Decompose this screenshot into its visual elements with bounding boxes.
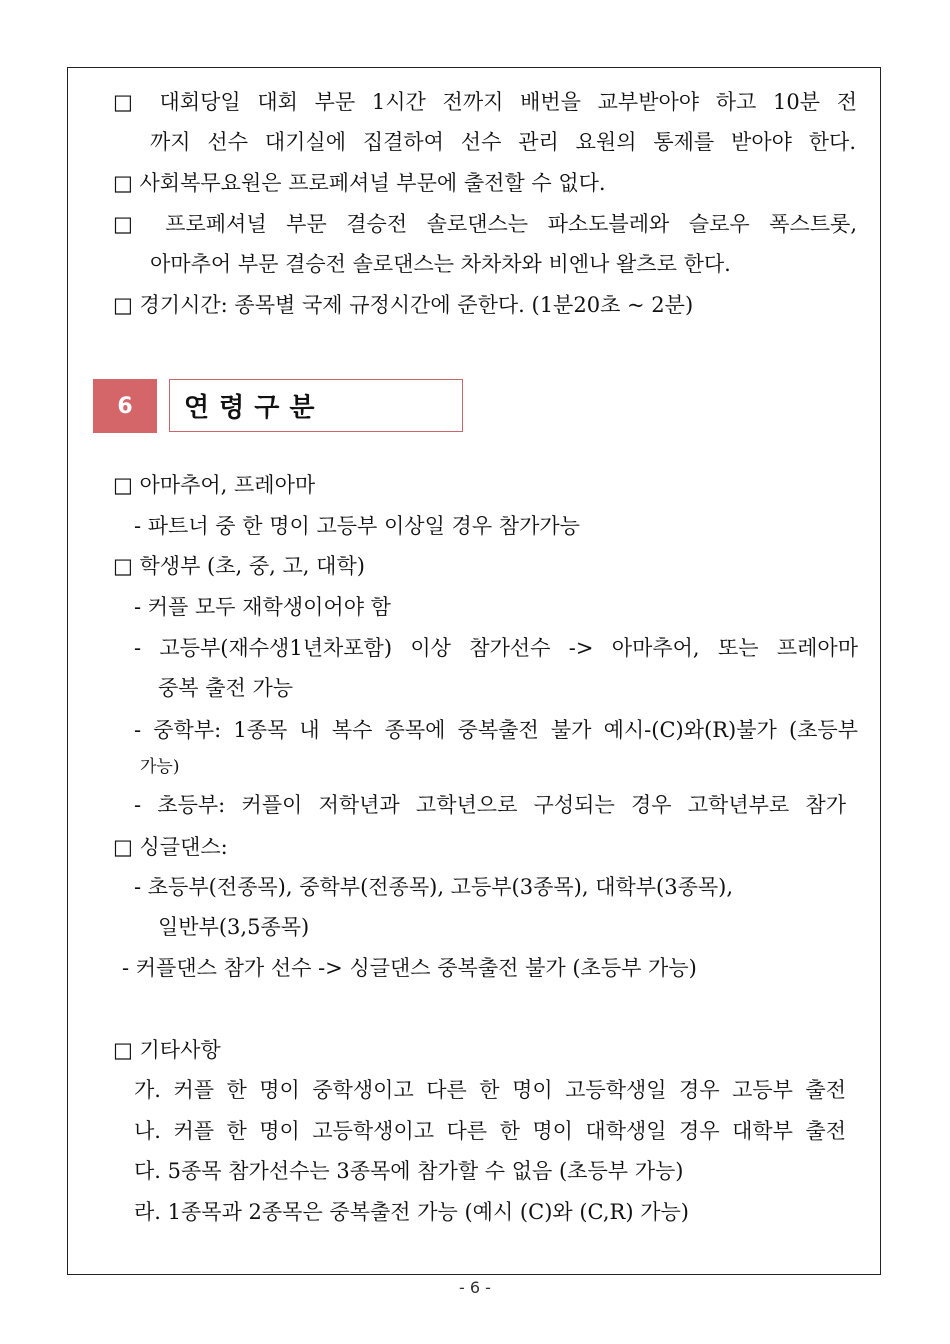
etc-item-na: 나. 커플 한 명이 고등학생이고 다른 한 명이 대학생일 경우 대학부 출전 bbox=[134, 1119, 846, 1143]
item-registration: □ 대회당일 대회 부문 1시간 전까지 배번을 교부받아야 하고 10분 전 bbox=[113, 90, 857, 114]
age-student-note-4: - 초등부: 커플이 저학년과 고학년으로 구성되는 경우 고학년부로 참가 bbox=[134, 793, 846, 817]
etc-item-da: 다. 5종목 참가선수는 3종목에 참가할 수 없음 (초등부 가능) bbox=[134, 1159, 684, 1183]
page-number: - 6 - bbox=[459, 1278, 491, 1297]
item-pro-solo: □ 프로페셔널 부문 결승전 솔로댄스는 파소도블레와 슬로우 폭스트롯, bbox=[113, 212, 857, 236]
age-student: □ 학생부 (초, 중, 고, 대학) bbox=[113, 554, 365, 578]
item-social-service: □ 사회복무요원은 프로페셔널 부문에 출전할 수 없다. bbox=[113, 171, 606, 195]
age-student-note-3: - 중학부: 1종목 내 복수 종목에 중복출전 불가 예시-(C)와(R)불가 (초등부 bbox=[134, 718, 858, 742]
age-student-note-2: - 고등부(재수생1년차포함) 이상 참가선수 -> 아마추어, 또는 프레아마 bbox=[134, 636, 858, 660]
age-amateur: □ 아마추어, 프레아마 bbox=[113, 473, 316, 497]
etc-heading: □ 기타사항 bbox=[113, 1038, 221, 1062]
item-time: □ 경기시간: 종목별 국제 규정시간에 준한다. (1분20초 ~ 2분) bbox=[113, 293, 694, 317]
item-pro-solo-cont: 아마추어 부문 결승전 솔로댄스는 차차차와 비엔나 왈츠로 한다. bbox=[150, 252, 731, 276]
age-single: □ 싱글댄스: bbox=[113, 835, 228, 859]
section-number: 6 bbox=[93, 379, 157, 433]
age-single-note-1-cont: 일반부(3,5종목) bbox=[158, 915, 310, 939]
age-amateur-note: - 파트너 중 한 명이 고등부 이상일 경우 참가가능 bbox=[134, 514, 580, 538]
age-student-note-1: - 커플 모두 재학생이어야 함 bbox=[134, 595, 391, 619]
section-title: 연령구분 bbox=[169, 379, 463, 432]
age-student-note-3-cont: 가능) bbox=[140, 757, 180, 777]
etc-item-ga: 가. 커플 한 명이 중학생이고 다른 한 명이 고등학생일 경우 고등부 출전 bbox=[134, 1078, 846, 1102]
age-single-note-1: - 초등부(전종목), 중학부(전종목), 고등부(3종목), 대학부(3종목), bbox=[134, 875, 734, 899]
item-registration-cont: 까지 선수 대기실에 집결하여 선수 관리 요원의 통제를 받아야 한다. bbox=[150, 130, 856, 154]
age-student-note-2-cont: 중복 출전 가능 bbox=[158, 676, 294, 700]
age-single-note-2: - 커플댄스 참가 선수 -> 싱글댄스 중복출전 불가 (초등부 가능) bbox=[122, 956, 697, 980]
etc-item-ra: 라. 1종목과 2종목은 중복출전 가능 (예시 (C)와 (C,R) 가능) bbox=[134, 1200, 689, 1224]
